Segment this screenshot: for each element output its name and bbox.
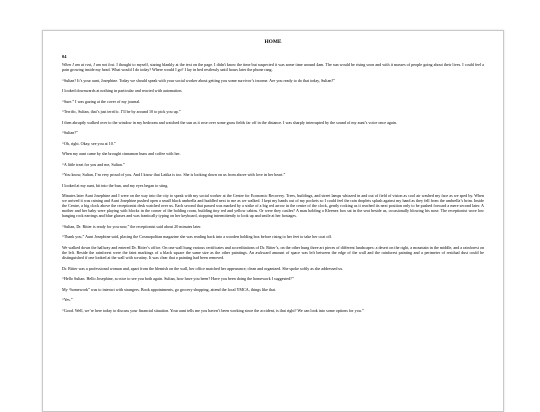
paragraph-text: I thought to myself, staring blankly at the text on the page. I didn't know the time but suspected it was some time around 4am. The sun would be rising soon and with it masses of people going about their lives. I could feel a pain growing inside my head. What would I do today? Where would I go? I lay in bed restlessly until hours later the phone rang.: [62, 62, 485, 73]
paragraph: [62, 62, 484, 72]
paragraph: Minutes later Aunt Josephine and I were on the way into the city to speak with my social worker at the Centre for Economic Recovery. Trees, buildings, and street lamps whizzed in and out of field of vision as cool air washed my face as we sped by. When we arrived it was raining and Aunt Josephine pushed open a small black umbrella and huddled next to me as we walked. I kept my hands out of my pockets so I could feel the rain droplets splash against my hand as they fell from the umbrella’s brim. Inside the Centre, a big clock above the receptionist desk watched over us. Each second that passed was marked by a strike of a big red arrow in the centre of the clock, gently rocking as it reached its next position only to be pushed forward a mere second later. A mother and her baby were playing with blocks in the corner of the holding room, building tiny red and yellow cabins. Or were they castles? A man holding a Kleenex box sat in the seat beside us, occasionally blowing his nose. The receptionist wore low hanging rock earrings and blue glasses and was frantically typing on her keyboard, stopping intermittently to look up and smile at her hostages.: [62, 193, 484, 219]
paragraph: “Sultan, Dr. Ritter is ready for you now,” the receptionist said about 20 minutes later.: [62, 223, 202, 229]
page-content: [62, 40, 484, 318]
chapter-number: 04: [62, 54, 67, 60]
paragraph: “Yes.”: [62, 297, 73, 303]
paragraph: “Oh, right. Okay, see you at 10.”: [62, 140, 116, 146]
paragraph: “Hello Sultan. Hello Josephine, so nice to see you both again. Sultan, how have you been? Have you been doing the homework I suggested?”: [62, 276, 294, 282]
paragraph: “Sure.” I was gazing at the cover of my journal.: [62, 98, 141, 104]
paragraph: We walked down the hallway and entered Dr. Ritter’s office. On one wall hung various certificates and accreditations of Dr. Ritter’s, on the other hung three art pieces of different landscapes: a desert on the right, a mountain in the middle, and a rainforest on the left. Beside the rainforest were the faint markings of a black square the same size as the other paintings. An awkward amount of space was left between the edge of the wall and the rainforest painting and a perimeter of residual dust could be distinguished if one looked at the wall with scrutiny. It was clear that a painting had been removed.: [62, 244, 484, 261]
paragraph-container: [62, 62, 484, 312]
paragraph: Dr. Ritter was a professional woman and, apart from the blemish on the wall, her office matched her appearance, clean and organized. She spoke softly as she addressed us.: [62, 265, 344, 271]
page-title: HOME: [264, 39, 282, 45]
paragraph: “Thank you,” Aunt Josephine said, placing the Cosmopolitan magazine she was reading back into a wooden holding box before rising to her feet to take her coat off.: [62, 234, 333, 240]
paragraph: “Sultan? It’s your aunt, Josephine. Today we should speak with your social worker about getting you some survivor’s income. Are you ready to do that today, Sultan?”: [62, 77, 336, 83]
paragraph: I looked at my aunt, bit into the bun, and my eyes began to sting.: [62, 182, 169, 188]
paragraph: “Good. Well, we’re here today to discuss your financial situation. Your aunt tells me you haven’t been working since the accident, is that right? We can look into some options for you.”: [62, 307, 364, 313]
document-page: [42, 30, 504, 412]
paragraph: “Terrific, Sultan, that’s just terrific. I’ll be by around 10 to pick you up.”: [62, 109, 181, 115]
paragraph: “A little treat for you and me, Sultan.”: [62, 161, 125, 167]
paragraph: “You know, Sultan, I’m very proud of you. And I know that Latika is too. She is looking down on us from above with love in her heart.”: [62, 172, 286, 178]
paragraph: I looked downwards at nothing in particular and reacted with automation.: [62, 88, 183, 94]
paragraph: My “homework” was to interact with strangers. Book appointments, go grocery shopping, attend the local YMCA, things like that.: [62, 286, 277, 292]
paragraph: When my aunt came by she brought cinnamon buns and coffee with her.: [62, 151, 181, 157]
opening-italic: When I am at rest, I am not lost.: [62, 62, 116, 68]
paragraph: “Sultan?”: [62, 130, 78, 136]
paragraph: I then abruptly walked over to the window in my bedroom and watched the sun as it rose over some grass fields far off in the distance. I was sharply interrupted by the sound of my aunt’s voice once again.: [62, 119, 397, 125]
